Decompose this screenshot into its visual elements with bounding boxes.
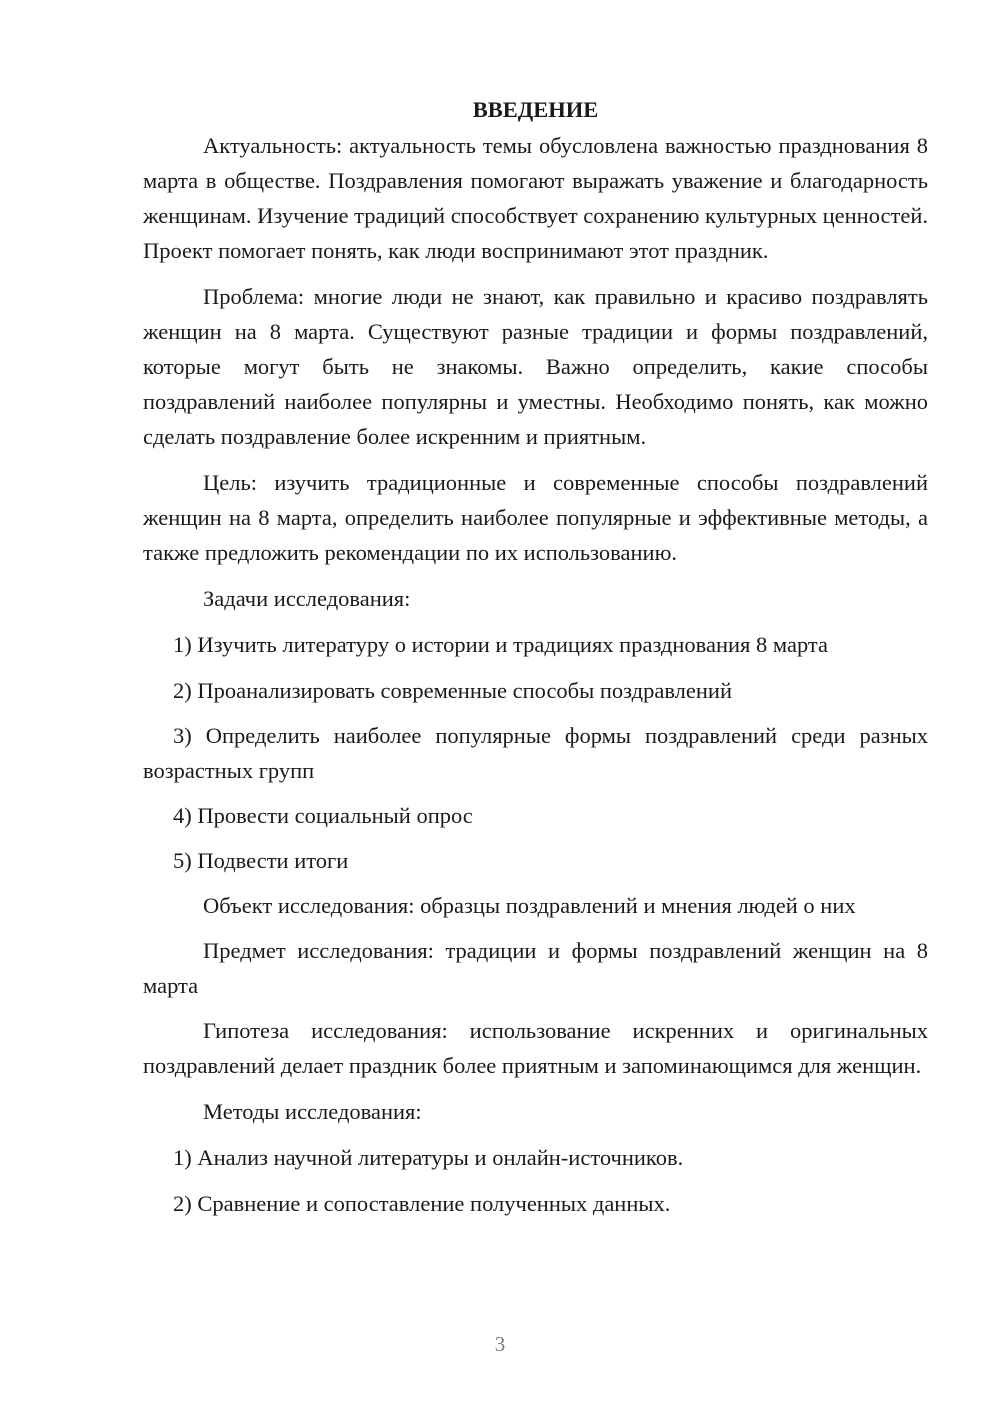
methods-heading: Методы исследования: [203,1099,422,1124]
page-title: ВВЕДЕНИЕ [472,97,599,122]
problem-paragraph: Проблема: многие люди не знают, как правильно и красиво поздравлять женщин на 8 марта. Существуют разные традиции и формы поздравлений, которые могут быть не знакомы. Важно определить, какие способы поздравлений наиболее популярны и уместны. Необходимо понять, как можно сделать поздравление более искренним и приятным. [143,284,928,449]
goal-paragraph: Цель: изучить традиционные и современные способы поздравлений женщин на 8 марта, определить наиболее популярные и эффективные методы, а также предложить рекомендации по их использованию. [143,470,928,565]
task-item-2: 2) Проанализировать современные способы поздравлений [173,678,732,703]
task-item-4: 4) Провести социальный опрос [173,803,473,828]
method-item-2: 2) Сравнение и сопоставление полученных данных. [173,1191,671,1216]
hypothesis-paragraph: Гипотеза исследования: использование искренних и оригинальных поздравлений делает праздник более приятным и запоминающимся для женщин. [143,1018,928,1078]
object-paragraph: Объект исследования: образцы поздравлений и мнения людей о них [203,893,856,918]
relevance-paragraph: Актуальность: актуальность темы обусловлена важностью празднования 8 марта в обществе. Поздравления помогают выражать уважение и благодарность женщинам. Изучение традиций способствует сохранению культурных ценностей. Проект помогает понять, как люди воспринимают этот праздник. [143,133,928,263]
task-item-1: 1) Изучить литературу о истории и традициях празднования 8 марта [173,632,829,657]
subject-paragraph: Предмет исследования: традиции и формы поздравлений женщин на 8 марта [143,938,928,998]
tasks-heading: Задачи исследования: [203,586,411,611]
task-item-5: 5) Подвести итоги [173,848,349,873]
method-item-1: 1) Анализ научной литературы и онлайн-источников. [173,1145,684,1170]
task-item-3: 3) Определить наиболее популярные формы поздравлений среди разных возрастных групп [143,723,928,783]
document-page [143,92,928,1221]
page-number: 3 [494,1332,506,1356]
